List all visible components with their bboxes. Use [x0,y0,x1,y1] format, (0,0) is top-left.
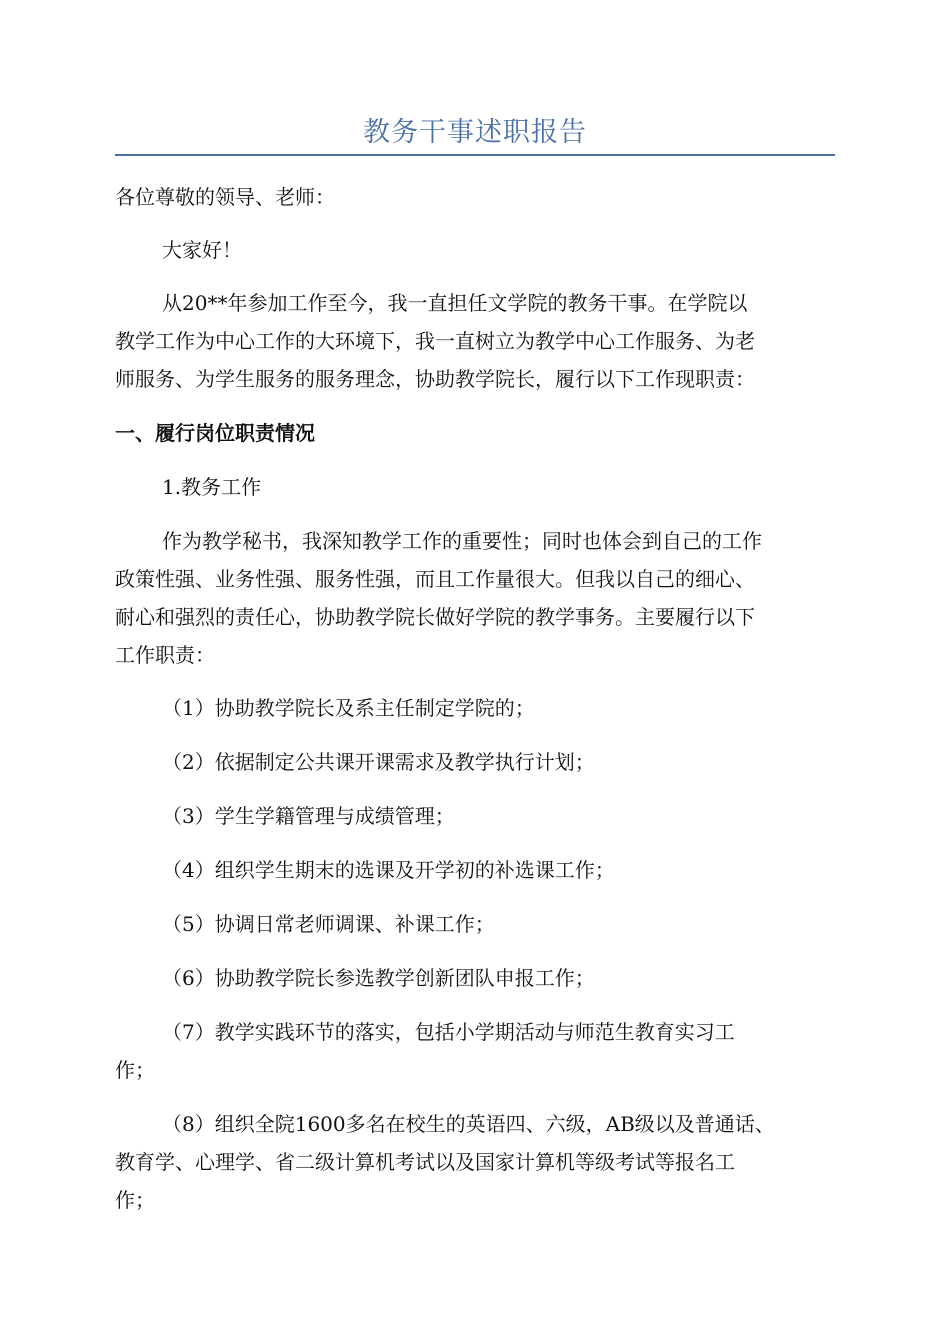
title-underline [115,154,835,156]
duty-item-continuation: 教育学、心理学、省二级计算机考试以及国家计算机等级考试等报名工 [115,1150,735,1174]
section-heading: 一、履行岗位职责情况 [115,421,315,445]
duty-item: （4）组织学生期末的选课及开学初的补选课工作； [162,858,615,882]
intro-line: 教学工作为中心工作的大环境下，我一直树立为教学中心工作服务、为老 [115,329,755,353]
intro-line: 从20**年参加工作至今，我一直担任文学院的教务干事。在学院以 [162,291,748,315]
paragraph-line: 政策性强、业务性强、服务性强，而且工作量很大。但我以自己的细心、 [115,567,755,591]
salutation: 各位尊敬的领导、老师： [115,185,335,209]
paragraph-line: 工作职责： [115,643,215,667]
duty-item: （1）协助教学院长及系主任制定学院的； [162,696,535,720]
duty-item: （8）组织全院1600多名在校生的英语四、六级，AB级以及普通话、 [162,1112,775,1136]
duty-item: （2）依据制定公共课开课需求及教学执行计划； [162,750,595,774]
duty-item-continuation: 作； [115,1058,155,1082]
document-title: 教务干事述职报告 [363,117,587,148]
intro-line: 师服务、为学生服务的服务理念，协助教学院长，履行以下工作现职责： [115,367,755,391]
duty-item-continuation: 作； [115,1188,155,1212]
subsection-heading: 1.教务工作 [162,475,262,499]
duty-item: （5）协调日常老师调课、补课工作； [162,912,495,936]
paragraph-line: 耐心和强烈的责任心，协助教学院长做好学院的教学事务。主要履行以下 [115,605,755,629]
duty-item: （7）教学实践环节的落实，包括小学期活动与师范生教育实习工 [162,1020,735,1044]
greeting: 大家好！ [162,238,242,262]
duty-item: （6）协助教学院长参选教学创新团队申报工作； [162,966,595,990]
paragraph-line: 作为教学秘书，我深知教学工作的重要性；同时也体会到自己的工作 [162,529,762,553]
duty-item: （3）学生学籍管理与成绩管理； [162,804,455,828]
